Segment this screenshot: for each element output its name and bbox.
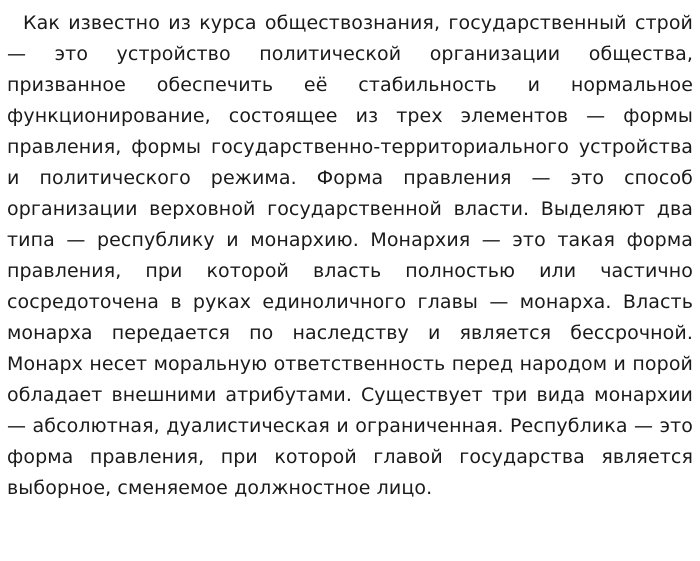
document-page bbox=[7, 8, 693, 504]
body-paragraph: Как известно из курса обществознания, государственный строй — это устройство политической организации общества, призванное обеспечить её стабильность и нормальное функционирование, состоящее из трех элементов — формы правления, формы государственно-территориального устройства и политического режима. Форма правления — это способ организации верховной государственной власти. Выделяют два типа — республику и монархию. Монархия — это такая форма правления, при которой власть полностью или частично сосредоточена в руках единоличного главы — монарха. Власть монарха передается по наследству и является бессрочной. Монарх несет моральную ответственность перед народом и порой обладает внешними атрибутами. Существует три вида монархии — абсолютная, дуалистическая и ограниченная. Республика — это форма правления, при которой главой государства является выборное, сменяемое должностное лицо. bbox=[7, 12, 693, 499]
